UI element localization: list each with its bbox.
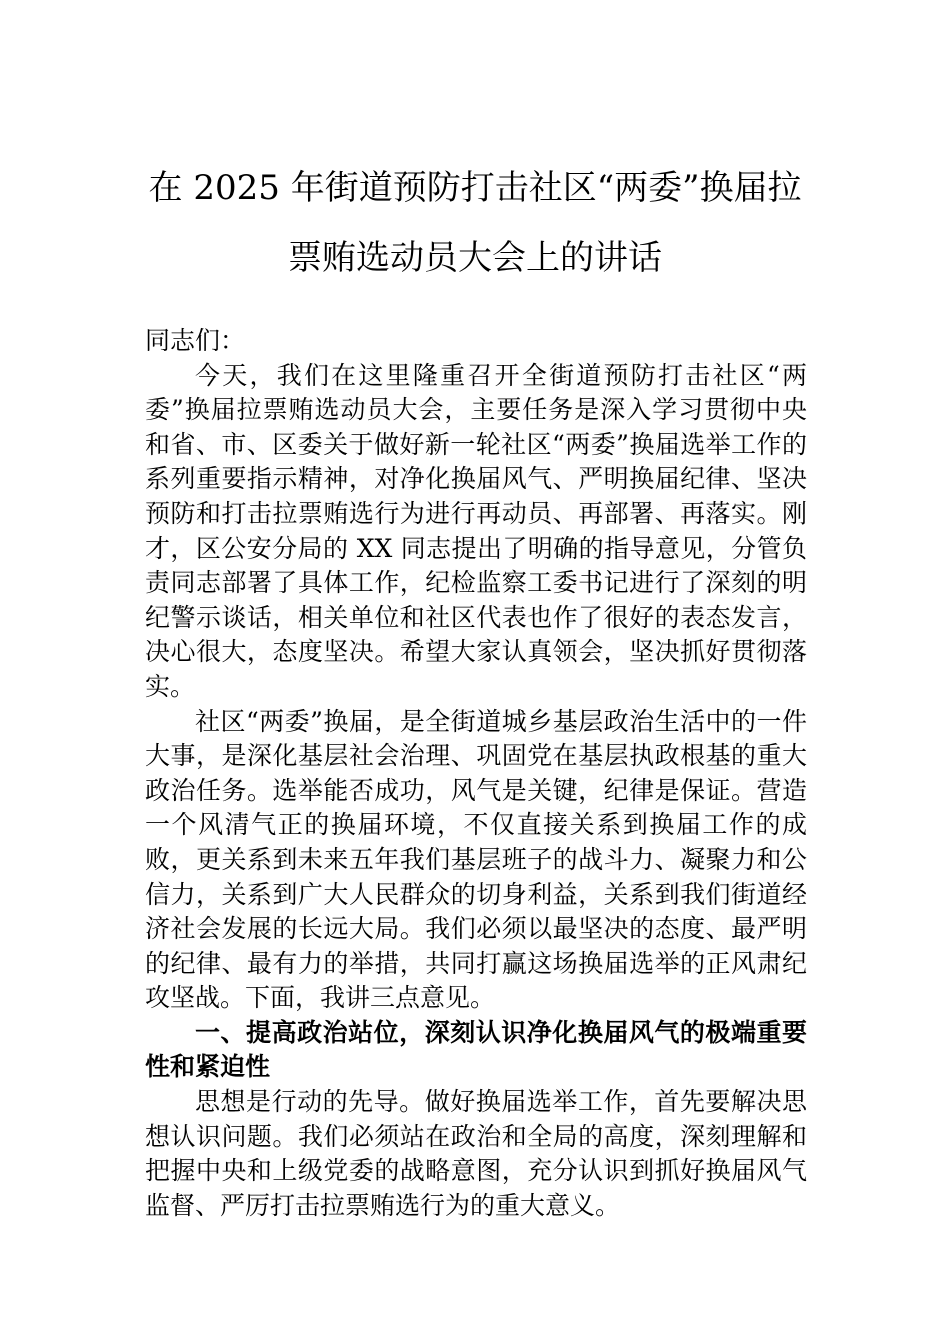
document-title-line-2: 票贿选动员大会上的讲话 [288, 238, 662, 278]
document-body [145, 324, 807, 1223]
document-title-line-1: 在 2025 年街道预防打击社区“两委”换届拉 [148, 168, 802, 208]
paragraph-1: 今天，我们在这里隆重召开全街道预防打击社区“两委”换届拉票贿选动员大会，主要任务是深入学习贯彻中央和省、市、区委关于做好新一轮社区“两委”换届选举工作的系列重要指示精神，对净化换届风气、严明换届纪律、坚决预防和打击拉票贿选行为进行再动员、再部署、再落实。刚才，区公安分局的 XX 同志提出了明确的指导意见，分管负责同志部署了具体工作，纪检监察工委书记进行了深刻的明纪警示谈话，相关单位和社区代表也作了很好的表态发言，决心很大，态度坚决。希望大家认真领会，坚决抓好贯彻落实。 [145, 360, 807, 701]
paragraph-3: 思想是行动的先导。做好换届选举工作，首先要解决思想认识问题。我们必须站在政治和全局的高度，深刻理解和把握中央和上级党委的战略意图，充分认识到抓好换届风气监督、严厉打击拉票贿选行为的重大意义。 [145, 1087, 807, 1220]
paragraph-2: 社区“两委”换届，是全街道城乡基层政治生活中的一件大事，是深化基层社会治理、巩固党在基层执政根基的重大政治任务。选举能否成功，风气是关键，纪律是保证。营造一个风清气正的换届环境，不仅直接关系到换届工作的成败，更关系到未来五年我们基层班子的战斗力、凝聚力和公信力，关系到广大人民群众的切身利益，关系到我们街道经济社会发展的长远大局。我们必须以最坚决的态度、最严明的纪律、最有力的举措，共同打赢这场换届选举的正风肃纪攻坚战。下面，我讲三点意见。 [145, 706, 807, 1013]
section-heading-1: 一、提高政治站位，深刻认识净化换届风气的极端重要性和紧迫性 [145, 1017, 807, 1082]
salutation: 同志们： [145, 326, 246, 355]
